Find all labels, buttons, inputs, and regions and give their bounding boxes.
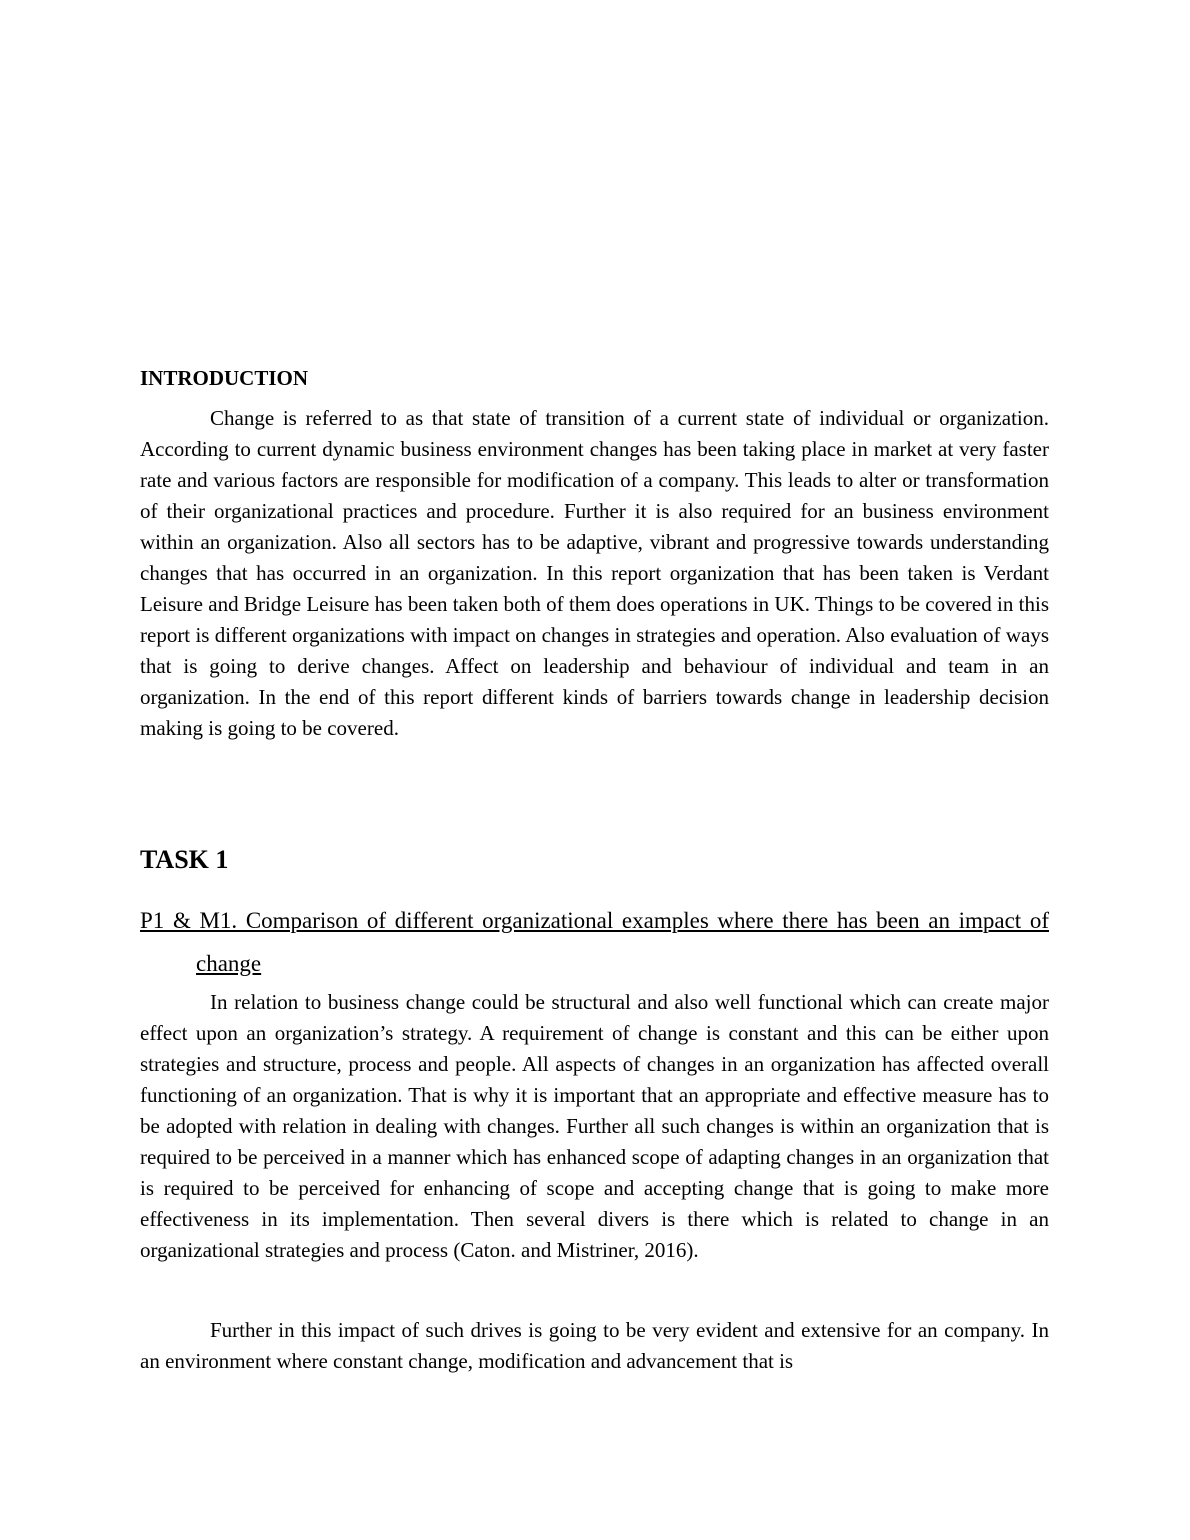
- introduction-paragraph: Change is referred to as that state of transition of a current state of individual or organization. According to current dynamic business environment changes has been taking place in market at very faster rate and various factors are responsible for modification of a company. This leads to alter or transformation of their organizational practices and procedure. Further it is also required for an business environment within an organization. Also all sectors has to be adaptive, vibrant and progressive towards understanding changes that has occurred in an organization. In this report organization that has been taken is Verdant Leisure and Bridge Leisure has been taken both of them does operations in UK. Things to be covered in this report is different organizations with impact on changes in strategies and operation. Also evaluation of ways that is going to derive changes. Affect on leadership and behaviour of individual and team in an organization. In the end of this report different kinds of barriers towards change in leadership decision making is going to be covered.: [140, 406, 1049, 740]
- task-1-heading: TASK 1: [140, 845, 229, 874]
- task-1-paragraph-2: Further in this impact of such drives is going to be very evident and extensive for an company. In an environment where constant change, modification and advancement that is: [140, 1318, 1049, 1373]
- task-1-paragraph-1: In relation to business change could be structural and also well functional which can create major effect upon an organization’s strategy. A requirement of change is constant and this can be either upon strategies and structure, process and people. All aspects of changes in an organization has affected overall functioning of an organization. That is why it is important that an appropriate and effective measure has to be adopted with relation in dealing with changes. Further all such changes is within an organization that is required to be perceived in a manner which has enhanced scope of adapting changes in an organization that is required to be perceived for enhancing of scope and accepting change that is going to make more effectiveness in its implementation. Then several divers is there which is related to change in an organizational strategies and process (Caton. and Mistriner, 2016).: [140, 990, 1049, 1262]
- task-1-subheading: P1 & M1. Comparison of different organizational examples where there has been an impact of change: [140, 908, 1049, 976]
- introduction-heading: INTRODUCTION: [140, 366, 309, 390]
